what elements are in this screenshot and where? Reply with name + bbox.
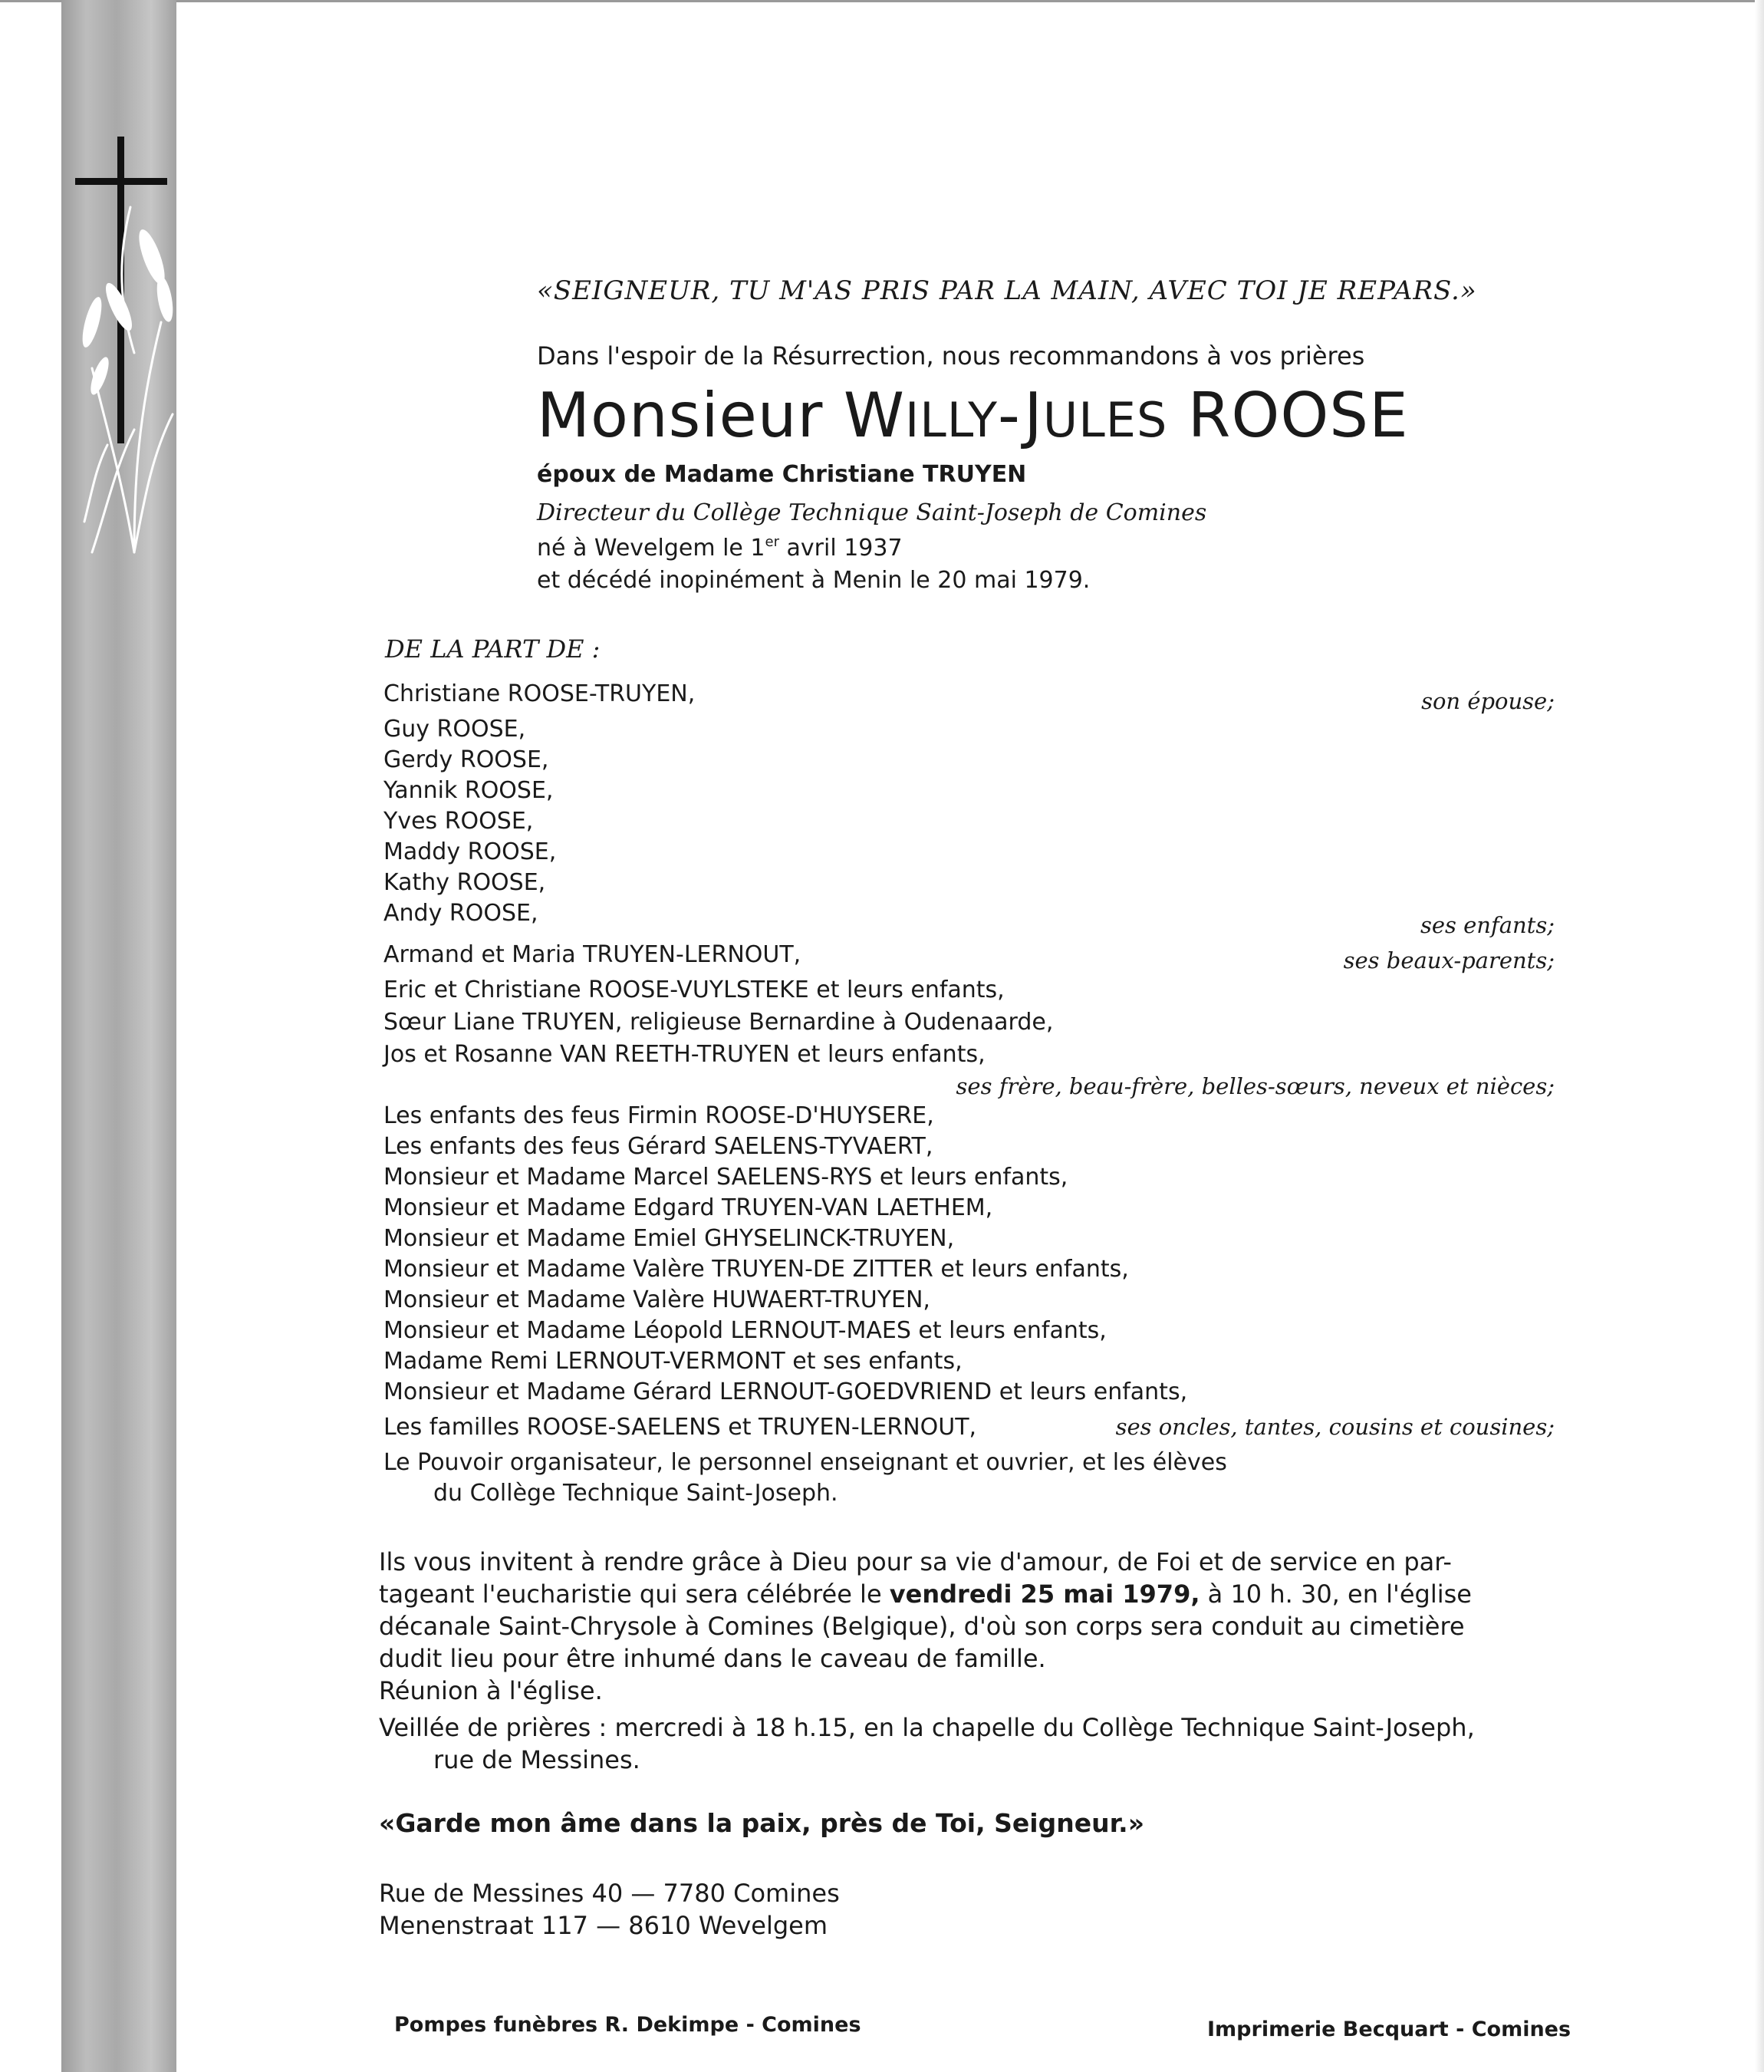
name-w: W <box>843 380 905 451</box>
family-line: Les familles ROOSE-SAELENS et TRUYEN-LERNOUT, <box>383 1414 977 1441</box>
vigil-line: Veillée de prières : mercredi à 18 h.15, en la chapelle du Collège Technique Saint-Joseph, <box>379 1713 1475 1742</box>
family-line: Yannik ROOSE, <box>383 777 554 804</box>
family-line: Eric et Christiane ROOSE-VUYLSTEKE et leurs enfants, <box>383 977 1005 1003</box>
family-line: Monsieur et Madame Edgard TRUYEN-VAN LAETHEM, <box>383 1194 993 1221</box>
family-line: Madame Remi LERNOUT-VERMONT et ses enfants, <box>383 1348 963 1375</box>
family-line: Christiane ROOSE-TRUYEN, <box>383 680 696 707</box>
vigil-line: rue de Messines. <box>433 1745 640 1774</box>
family-line: Gerdy ROOSE, <box>383 746 549 773</box>
family-line: Monsieur et Madame Valère HUWAERT-TRUYEN, <box>383 1286 930 1313</box>
born-sup: er <box>765 534 779 550</box>
born-text: né à Wevelgem le 1 <box>537 535 765 562</box>
family-line: Maddy ROOSE, <box>383 838 557 865</box>
family-line: Monsieur et Madame Gérard LERNOUT-GOEDVRIEND et leurs enfants, <box>383 1379 1188 1405</box>
closing-quote: «Garde mon âme dans la paix, près de Toi, Seigneur.» <box>379 1808 1145 1838</box>
family-line: Monsieur et Madame Léopold LERNOUT-MAES et leurs enfants, <box>383 1317 1107 1344</box>
intro-line: Dans l'espoir de la Résurrection, nous recommandons à vos prières <box>537 341 1365 371</box>
family-line: du Collège Technique Saint-Joseph. <box>433 1480 838 1507</box>
invitation-text: tageant l'eucharistie qui sera célébrée le <box>379 1580 890 1609</box>
family-line: Jos et Rosanne VAN REETH-TRUYEN et leurs enfants, <box>383 1041 986 1068</box>
family-line: Andy ROOSE, <box>383 900 538 927</box>
family-line: Monsieur et Madame Emiel GHYSELINCK-TRUYEN, <box>383 1225 955 1252</box>
invitation-line: dudit lieu pour être inhumé dans le caveau de famille. <box>379 1644 1046 1673</box>
family-line: Sœur Liane TRUYEN, religieuse Bernardine à Oudenaarde, <box>383 1009 1054 1036</box>
relation-label: ses oncles, tantes, cousins et cousines; <box>1115 1414 1555 1440</box>
cross-wheat-emblem <box>61 123 176 568</box>
opening-quote: «SEIGNEUR, TU M'AS PRIS PAR LA MAIN, AVEC TOI JE REPARS.» <box>537 275 1477 306</box>
mass-date: vendredi 25 mai 1979, <box>889 1580 1200 1609</box>
family-line: Le Pouvoir organisateur, le personnel enseignant et ouvrier, et les élèves <box>383 1449 1227 1476</box>
name-dash: -J <box>997 380 1043 451</box>
relation-label: ses frère, beau-frère, belles-sœurs, neveux et nièces; <box>956 1073 1555 1099</box>
footer-printer: Imprimerie Becquart - Comines <box>1207 2018 1571 2041</box>
relation-label: ses beaux-parents; <box>1343 947 1555 973</box>
deceased-name <box>537 380 1409 451</box>
family-line: Yves ROOSE, <box>383 808 534 835</box>
from-header: DE LA PART DE : <box>385 634 601 664</box>
name-illy: ILLY <box>904 392 998 448</box>
footer-funeral-home: Pompes funèbres R. Dekimpe - Comines <box>394 2013 861 2037</box>
relation-label: ses enfants; <box>1420 912 1555 938</box>
role-line: Directeur du Collège Technique Saint-Joseph de Comines <box>537 499 1207 526</box>
family-line: Armand et Maria TRUYEN-LERNOUT, <box>383 941 801 968</box>
address-line: Rue de Messines 40 — 7780 Comines <box>379 1879 840 1908</box>
family-line: Les enfants des feus Firmin ROOSE-D'HUYSERE, <box>383 1102 934 1129</box>
invitation-line <box>379 1580 1472 1609</box>
relation-label: son épouse; <box>1421 688 1555 714</box>
family-line: Les enfants des feus Gérard SAELENS-TYVAERT, <box>383 1133 933 1160</box>
died-line: et décédé inopinément à Menin le 20 mai 1979. <box>537 567 1091 594</box>
name-ules: ULES <box>1042 392 1168 448</box>
name-prefix: Monsieur <box>537 380 824 451</box>
top-edge-line <box>0 0 1764 2</box>
family-line: Kathy ROOSE, <box>383 869 546 896</box>
invitation-line: décanale Saint-Chrysole à Comines (Belgique), d'où son corps sera conduit au cimetière <box>379 1612 1465 1641</box>
address-line: Menenstraat 117 — 8610 Wevelgem <box>379 1911 828 1940</box>
family-line: Guy ROOSE, <box>383 716 526 743</box>
invitation-text: à 10 h. 30, en l'église <box>1200 1580 1472 1609</box>
family-line: Monsieur et Madame Valère TRUYEN-DE ZITTER et leurs enfants, <box>383 1256 1129 1283</box>
reunion-line: Réunion à l'église. <box>379 1676 603 1705</box>
spouse-line: époux de Madame Christiane TRUYEN <box>537 461 1027 488</box>
family-line: Monsieur et Madame Marcel SAELENS-RYS et leurs enfants, <box>383 1164 1068 1191</box>
page-edge-shadow <box>1755 0 1764 2072</box>
born-text-2: avril 1937 <box>779 535 903 562</box>
invitation-line: Ils vous invitent à rendre grâce à Dieu pour sa vie d'amour, de Foi et de service en par- <box>379 1547 1452 1576</box>
name-surname: ROOSE <box>1187 380 1409 451</box>
born-line <box>537 534 903 562</box>
